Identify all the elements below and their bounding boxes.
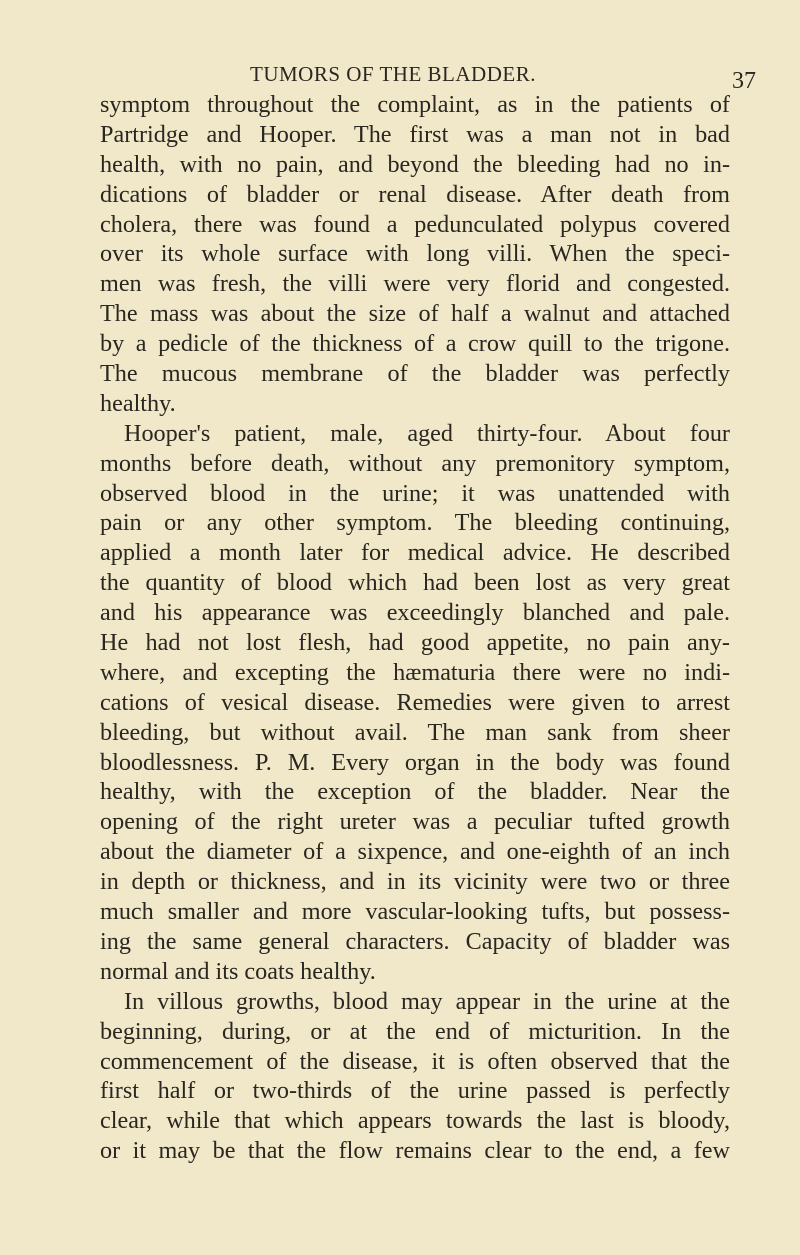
running-title: TUMORS OF THE BLADDER.	[250, 62, 536, 86]
text-line: The mucous membrane of the bladder was perfectly	[100, 360, 730, 388]
text-line: months before death, without any premonitory symptom,	[100, 449, 730, 477]
text-line: Hooper's patient, male, aged thirty-four. About four	[124, 419, 730, 447]
text-line: In villous growths, blood may appear in the urine at the	[124, 987, 730, 1015]
text-line: and his appearance was exceedingly blanched and pale.	[100, 599, 730, 627]
text-line: first half or two-thirds of the urine passed is perfectly	[100, 1077, 730, 1105]
text-line: the quantity of blood which had been lost as very great	[100, 569, 730, 597]
text-line: men was fresh, the villi were very florid and congested.	[100, 270, 730, 298]
text-line: The mass was about the size of half a walnut and attached	[100, 300, 730, 328]
text-line: commencement of the disease, it is often observed that the	[100, 1047, 730, 1075]
text-line: where, and excepting the hæmaturia there were no indi-	[100, 658, 730, 686]
text-line: Partridge and Hooper. The first was a man not in bad	[100, 120, 730, 148]
text-line: applied a month later for medical advice. He described	[100, 539, 730, 567]
text-line: healthy, with the exception of the bladder. Near the	[100, 778, 730, 806]
text-line: clear, while that which appears towards the last is bloody,	[100, 1107, 730, 1135]
text-line: health, with no pain, and beyond the bleeding had no in-	[100, 150, 730, 178]
text-line: pain or any other symptom. The bleeding continuing,	[100, 509, 730, 537]
text-line: opening of the right ureter was a peculiar tufted growth	[100, 808, 730, 836]
text-line: bloodlessness. P. M. Every organ in the body was found	[100, 748, 730, 776]
text-line: ing the same general characters. Capacity of bladder was	[100, 927, 730, 955]
text-line: over its whole surface with long villi. When the speci-	[100, 240, 730, 268]
text-line: in depth or thickness, and in its vicinity were two or three	[100, 868, 730, 896]
text-line: normal and its coats healthy.	[100, 957, 376, 985]
text-line: cations of vesical disease. Remedies were given to arrest	[100, 688, 730, 716]
text-line: cholera, there was found a pedunculated polypus covered	[100, 210, 730, 238]
body-text	[100, 90, 730, 1166]
text-line: dications of bladder or renal disease. After death from	[100, 180, 730, 208]
text-line: symptom throughout the complaint, as in the patients of	[100, 91, 730, 118]
text-line: beginning, during, or at the end of micturition. In the	[100, 1017, 730, 1045]
page-number: 37	[732, 68, 756, 94]
text-line: bleeding, but without avail. The man sank from sheer	[100, 718, 730, 746]
text-line: observed blood in the urine; it was unattended with	[100, 479, 730, 507]
text-line: much smaller and more vascular-looking tufts, but possess-	[100, 898, 730, 926]
text-line: by a pedicle of the thickness of a crow quill to the trigone.	[100, 330, 730, 358]
text-line: healthy.	[100, 389, 176, 417]
text-line: about the diameter of a sixpence, and one-eighth of an inch	[100, 838, 730, 866]
text-line: or it may be that the flow remains clear to the end, a few	[100, 1137, 730, 1165]
text-line: He had not lost flesh, had good appetite, no pain any-	[100, 629, 730, 657]
